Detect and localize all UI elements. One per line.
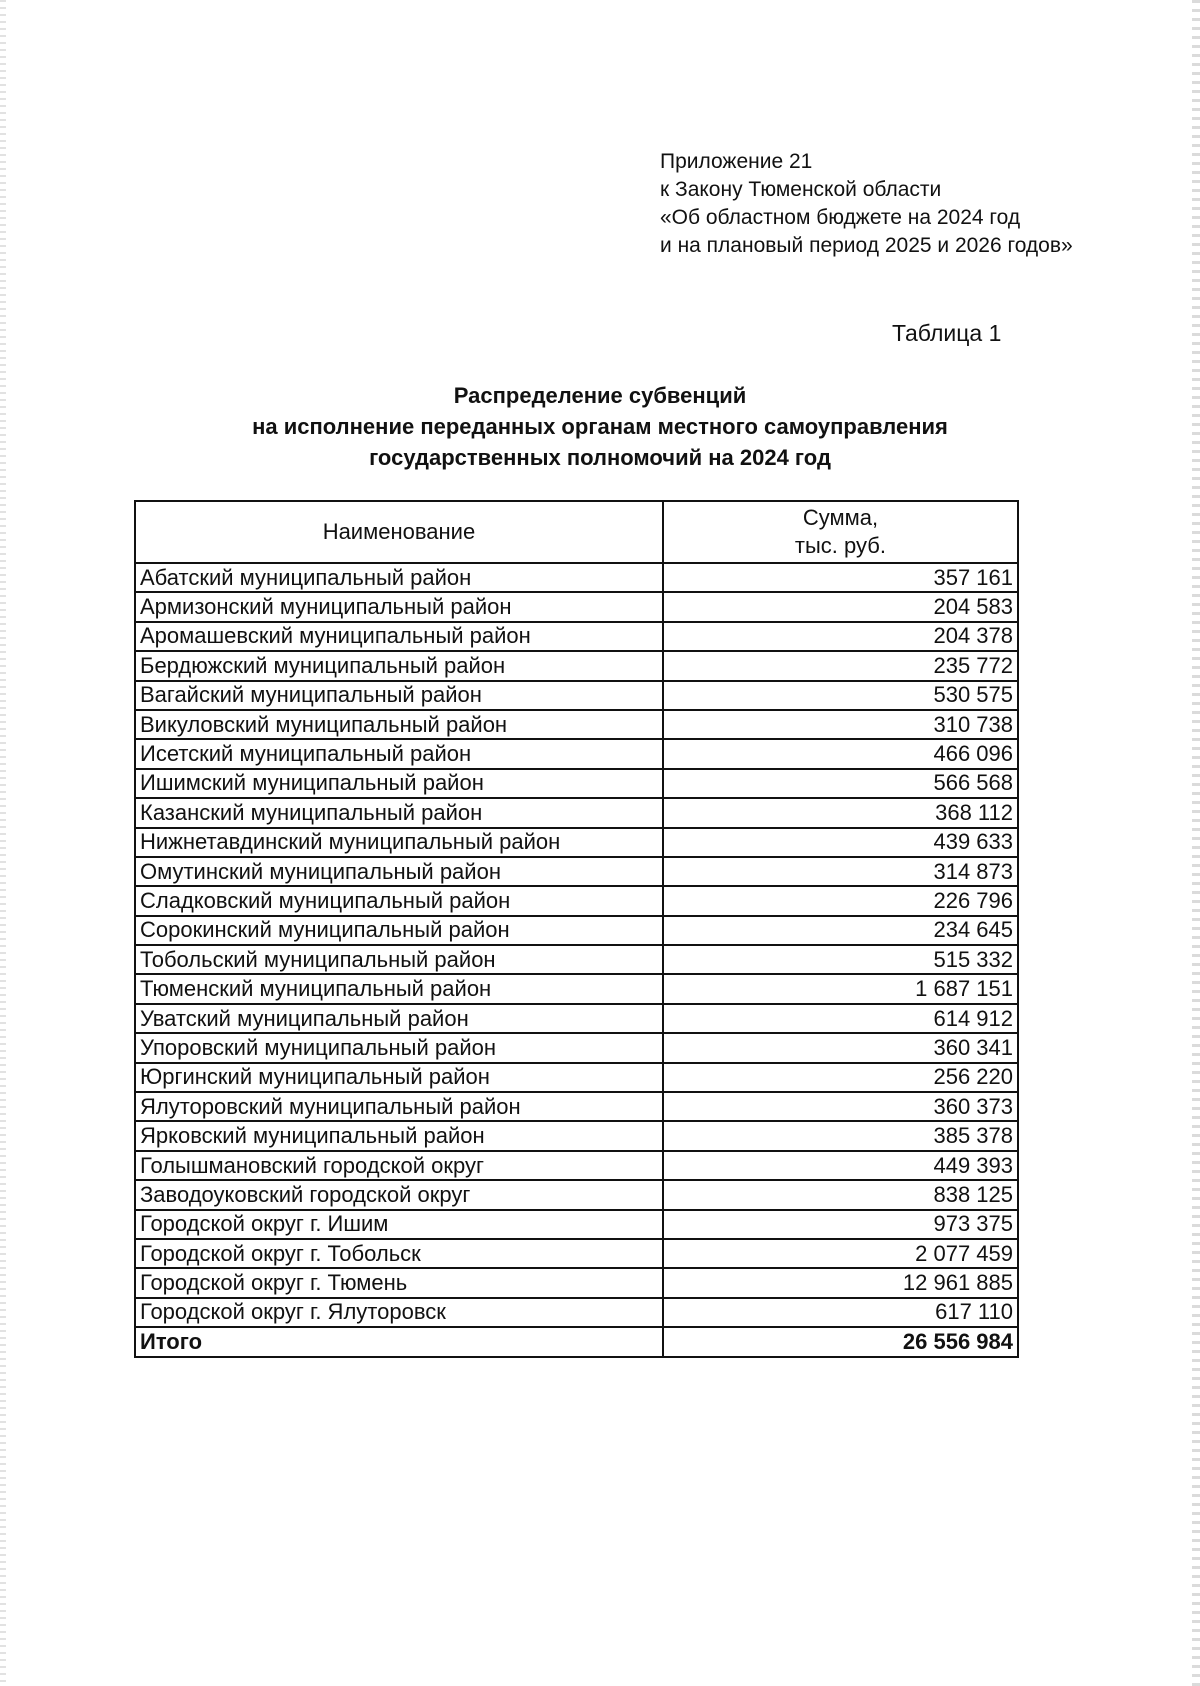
row-name: Абатский муниципальный район <box>135 563 663 592</box>
appendix-line-2: к Закону Тюменской области <box>660 178 942 201</box>
table-row <box>135 1092 1018 1121</box>
row-name: Городской округ г. Тюмень <box>135 1268 663 1297</box>
row-name: Ишимский муниципальный район <box>135 769 663 798</box>
row-sum: 314 873 <box>663 857 1018 886</box>
table-header-row <box>135 501 1018 563</box>
row-name: Упоровский муниципальный район <box>135 1033 663 1062</box>
row-name: Городской округ г. Ишим <box>135 1210 663 1239</box>
row-name: Бердюжский муниципальный район <box>135 651 663 680</box>
row-sum: 1 687 151 <box>663 974 1018 1003</box>
row-sum: 614 912 <box>663 1004 1018 1033</box>
table-row <box>135 769 1018 798</box>
row-sum: 449 393 <box>663 1151 1018 1180</box>
document-heading <box>100 380 1100 473</box>
table-number: Таблица 1 <box>892 320 1002 346</box>
table-row <box>135 798 1018 827</box>
row-name: Ялуторовский муниципальный район <box>135 1092 663 1121</box>
row-sum: 234 645 <box>663 916 1018 945</box>
heading-line-2: на исполнение переданных органам местного самоуправления <box>252 414 948 439</box>
row-sum: 368 112 <box>663 798 1018 827</box>
row-name: Вагайский муниципальный район <box>135 681 663 710</box>
subventions-table <box>134 500 1019 1358</box>
row-sum: 12 961 885 <box>663 1268 1018 1297</box>
row-name: Сорокинский муниципальный район <box>135 916 663 945</box>
appendix-note <box>660 148 1073 260</box>
row-sum: 566 568 <box>663 769 1018 798</box>
row-name: Исетский муниципальный район <box>135 739 663 768</box>
appendix-line-4: и на плановый период 2025 и 2026 годов» <box>660 234 1073 257</box>
total-sum: 26 556 984 <box>663 1327 1018 1356</box>
row-name: Уватский муниципальный район <box>135 1004 663 1033</box>
table-row <box>135 1239 1018 1268</box>
table-body <box>135 563 1018 1327</box>
table-row <box>135 1180 1018 1209</box>
header-sum <box>663 501 1018 563</box>
row-name: Голышмановский городской округ <box>135 1151 663 1180</box>
row-name: Ярковский муниципальный район <box>135 1121 663 1150</box>
row-name: Армизонский муниципальный район <box>135 592 663 621</box>
row-name: Сладковский муниципальный район <box>135 886 663 915</box>
row-sum: 256 220 <box>663 1063 1018 1092</box>
row-name: Тобольский муниципальный район <box>135 945 663 974</box>
table-row <box>135 974 1018 1003</box>
row-sum: 530 575 <box>663 681 1018 710</box>
row-sum: 235 772 <box>663 651 1018 680</box>
total-label: Итого <box>135 1327 663 1356</box>
table-row <box>135 710 1018 739</box>
table-row <box>135 739 1018 768</box>
row-name: Юргинский муниципальный район <box>135 1063 663 1092</box>
row-name: Заводоуковский городской округ <box>135 1180 663 1209</box>
row-name: Аромашевский муниципальный район <box>135 622 663 651</box>
row-name: Казанский муниципальный район <box>135 798 663 827</box>
header-sum-line-1: Сумма, <box>802 505 879 530</box>
row-sum: 439 633 <box>663 828 1018 857</box>
row-name: Тюменский муниципальный район <box>135 974 663 1003</box>
row-sum: 204 378 <box>663 622 1018 651</box>
table-row <box>135 563 1018 592</box>
table-row <box>135 592 1018 621</box>
row-sum: 357 161 <box>663 563 1018 592</box>
table-row <box>135 1063 1018 1092</box>
row-sum: 310 738 <box>663 710 1018 739</box>
table-row <box>135 945 1018 974</box>
row-name: Нижнетавдинский муниципальный район <box>135 828 663 857</box>
appendix-line-3: «Об областном бюджете на 2024 год <box>660 206 1021 229</box>
header-sum-line-2: тыс. руб. <box>794 533 886 558</box>
row-sum: 204 583 <box>663 592 1018 621</box>
table-row <box>135 622 1018 651</box>
table-row <box>135 1298 1018 1327</box>
table-row <box>135 651 1018 680</box>
appendix-line-1: Приложение 21 <box>660 150 813 173</box>
row-sum: 466 096 <box>663 739 1018 768</box>
row-sum: 385 378 <box>663 1121 1018 1150</box>
table-row <box>135 828 1018 857</box>
table-row <box>135 1004 1018 1033</box>
heading-line-3: государственных полномочий на 2024 год <box>369 445 831 470</box>
row-sum: 226 796 <box>663 886 1018 915</box>
row-sum: 2 077 459 <box>663 1239 1018 1268</box>
row-sum: 360 341 <box>663 1033 1018 1062</box>
header-name: Наименование <box>135 501 663 563</box>
table-row <box>135 1210 1018 1239</box>
row-name: Викуловский муниципальный район <box>135 710 663 739</box>
table-row <box>135 1033 1018 1062</box>
row-sum: 515 332 <box>663 945 1018 974</box>
total-row <box>135 1327 1018 1356</box>
table-row <box>135 857 1018 886</box>
table-row <box>135 886 1018 915</box>
row-name: Городской округ г. Ялуторовск <box>135 1298 663 1327</box>
row-name: Омутинский муниципальный район <box>135 857 663 886</box>
row-sum: 973 375 <box>663 1210 1018 1239</box>
heading-line-1: Распределение субвенций <box>453 383 747 408</box>
table-row <box>135 1268 1018 1297</box>
scan-edge-left <box>0 0 6 1686</box>
table-row <box>135 916 1018 945</box>
table-row <box>135 1151 1018 1180</box>
table-row <box>135 681 1018 710</box>
table-row <box>135 1121 1018 1150</box>
row-sum: 838 125 <box>663 1180 1018 1209</box>
row-sum: 617 110 <box>663 1298 1018 1327</box>
row-sum: 360 373 <box>663 1092 1018 1121</box>
scan-edge-right <box>1192 0 1200 1686</box>
row-name: Городской округ г. Тобольск <box>135 1239 663 1268</box>
